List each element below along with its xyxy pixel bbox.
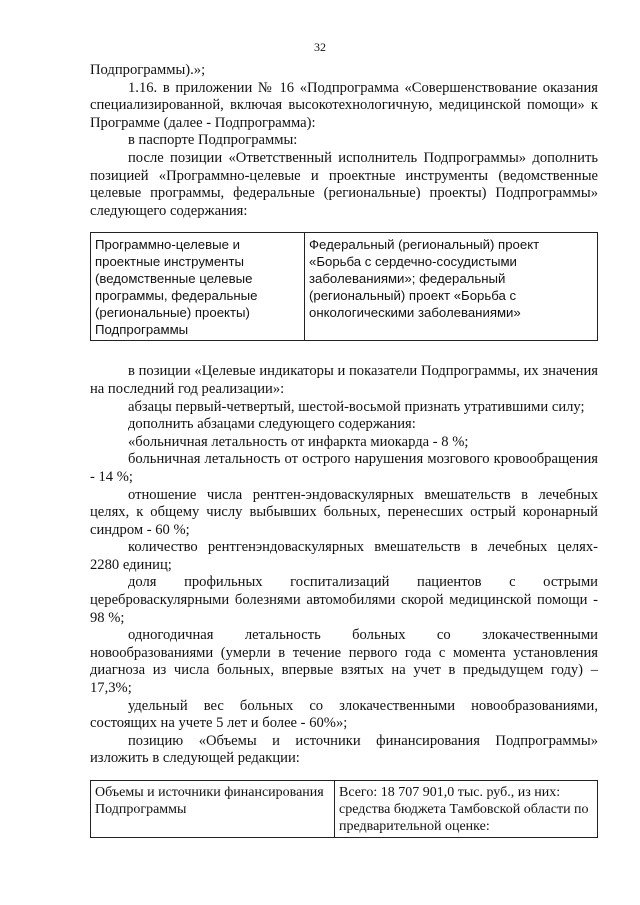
- paragraph: абзацы первый-четвертый, шестой-восьмой признать утратившими силу;: [128, 398, 585, 415]
- paragraph: доля профильных госпитализаций пациентов с острыми цереброваскулярными болезнями автомобилями скорой медицинской помощи - 98 %;: [90, 574, 598, 626]
- paragraph: в позиции «Целевые индикаторы и показатели Подпрограммы, их значения на последний год реализации»:: [90, 363, 598, 397]
- table-row: [91, 233, 598, 341]
- passport-table-financing: [90, 780, 598, 838]
- paragraph: удельный вес больных со злокачественными новообразованиями, состоящих на учете 5 лет и более - 60%»;: [90, 697, 598, 732]
- paragraph: дополнить абзацами следующего содержания:: [128, 416, 416, 433]
- paragraph: в паспорте Подпрограммы:: [128, 132, 298, 149]
- table-cell-right: Федеральный (региональный) проект «Борьба с сердечно-сосудистыми заболеваниями»; федеральный (региональный) проект «Борьба с онкологическими заболеваниями»: [305, 233, 598, 341]
- paragraph: 1.16. в приложении № 16 «Подпрограмма «Совершенствование оказания специализированной, включая высокотехнологичную, медицинской помощи» к Программе (далее - Подпрограмма):: [90, 79, 598, 131]
- table-cell-right: Всего: 18 707 901,0 тыс. руб., из них: средства бюджета Тамбовской области по предварительной оценке:: [335, 781, 598, 838]
- paragraph: одногодичная летальность больных со злокачественными новообразованиями (умерли в течение первого года с момента установления диагноза из числа больных, впервые взятых на учет в предыдущем году) – 17,3%;: [90, 627, 598, 697]
- table-cell-left: Программно-целевые и проектные инструменты (ведомственные целевые программы, федеральные (региональные) проекты) Подпрограммы: [91, 233, 305, 341]
- passport-table-instruments: [90, 232, 598, 341]
- paragraph: «больничная летальность от инфаркта миокарда - 8 %;: [128, 433, 469, 450]
- paragraph: количество рентгенэндоваскулярных вмешательств в лечебных целях- 2280 единиц;: [90, 539, 598, 573]
- paragraph: после позиции «Ответственный исполнитель Подпрограммы» дополнить позицией «Программно-целевые и проектные инструменты (ведомственные целевые программы, федеральные (региональные) проекты) Подпрограммы» следующего содержания:: [90, 149, 598, 219]
- paragraph: Подпрограммы).»;: [90, 62, 206, 78]
- paragraph: позицию «Объемы и источники финансирования Подпрограммы» изложить в следующей редакции:: [90, 732, 598, 767]
- paragraph: отношение числа рентген-эндоваскулярных вмешательств в лечебных целях, к общему числу выбывших больных, перенесших острый коронарный синдром - 60 %;: [90, 486, 598, 538]
- document-body: [90, 62, 598, 838]
- page-number: 32: [314, 40, 326, 54]
- table-row: [91, 781, 598, 838]
- paragraph: больничная летальность от острого нарушения мозгового кровообращения - 14 %;: [90, 451, 598, 485]
- table-cell-left: Объемы и источники финансирования Подпрограммы: [91, 781, 335, 838]
